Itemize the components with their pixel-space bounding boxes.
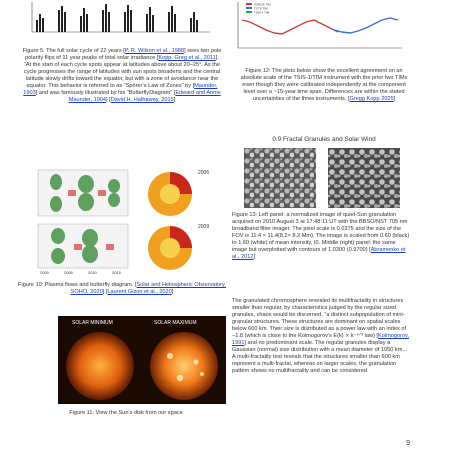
sunspot-area-plot [22, 0, 212, 36]
ref-soho[interactable]: Solar and Heliospheric Observatory, SOHO, 2020 [70, 282, 226, 295]
tick-2005: 2005 [64, 270, 73, 275]
ref-maunder-1904[interactable]: Edward and Annie Maunder, 1904 [68, 90, 221, 103]
ref-abramenko[interactable]: Abramenko et al., 2012 [232, 247, 406, 260]
granulation-image-left [244, 148, 316, 208]
chromosphere-paragraph: The granulated chromosphere revealed its multifractality in structures smaller than regular, by characteristics judged by the regular sized granules, chaos would be discerned, “a distinct subpopulation of mini-granular structures. These structures are dominant on spatial scales below 600 km. Their size is distributed as a power law with an index of −1.8 (which is close to the Kolmogorov’s E(k) ∝ k⁻⁵ᐟ³ law) [Kolmogorov, 1991] and no predominant scale. The regular granules display a Gaussian (normal) size distribution with a mean diameter of 1050 km... A multi-fractality test reveals that the structures smaller than 600 km represent a multi-fractal, whereas on larger scales, the granulation pattern shows no multifractality and can be considered [232, 298, 409, 374]
butterfly-svg [28, 162, 224, 280]
ref-kopp-2011[interactable]: Kopp, Greg et al., 2011 [158, 55, 216, 61]
year-label-2009: 2009 [198, 224, 210, 230]
ref-maunder-1903[interactable]: Maunder, 1903 [23, 83, 218, 96]
ref-hathaway[interactable]: David H. Hathaway, 2015 [110, 97, 174, 103]
tick-2000: 2000 [40, 270, 49, 275]
ref-kopp-2025[interactable]: Gregg Kopp 2025 [349, 96, 394, 102]
ref-wilson[interactable]: P. R. Wilson et al., 1988 [124, 48, 185, 54]
figure12-plot [226, 0, 406, 56]
butterfly-figure [28, 162, 224, 280]
granulation-left-svg [244, 148, 316, 208]
tsi-comparison-plot [226, 0, 406, 56]
label-solar-minimum: SOLAR MINIMUM [72, 320, 113, 326]
page-number: 9 [406, 440, 410, 447]
section-title-granules: 0.9 Fractal Granules and Solar Wind [272, 136, 376, 143]
tick-2010: 2010 [88, 270, 97, 275]
label-solar-maximum: SOLAR MAXIMUM [154, 320, 197, 326]
figure13-caption: Figure 13: Left panel: a normalized image of quiet-Sun granulation acquired on 2010 August 3 at 17:48:11 UT with the BBSO/NST 705 nm broadband filter imager. The pixel scale is 0.0375 and the size of the FOV is 11.4 × 11.4(8.2× 8.2 Mm). The image is scaled from 0.60 (black) to 1.60 (white) of mean intensity, I0. Middle (right) panel: the same image but overplotted with contours of 1.0300 (0.9700) [Abramenko et al., 2012] [232, 212, 410, 260]
figure12-caption: Figure 12: The plots below show the excellent agreement on an absolute scale of the TSIS-1/TIM instrument with the prior two TIMs even though they were calibrated independently at the component level over a ~15-year time span. Differences are within the stated uncertainties of the three instruments. [Gregg Kopp 2025] [240, 68, 408, 102]
ref-gizon[interactable]: Laurent Gizon et al., 2020 [107, 289, 172, 295]
figure10-caption: Figure 10: Plasma flows and butterfly diagram. [Solar and Heliospheric Observatory, SOHO, 2020] [Laurent Gizon et al., 2020] [18, 282, 226, 295]
figure5-caption: Figure 5: The full solar cycle of 22 years [P. R. Wilson et al., 1988] sees two pole polarity flips of 11 year peaks of total solar irradiance [Kopp, Greg et al., 2011]. “At the start of each cycle spots appear at latitudes above about 20–25°. As the cycle progresses the range of latitudes with sun spots broadens and the central latitude slowly drifts toward the equator, but with a zone of avoidance near the equator. This behavior is referred to as “Spörer’s Law of Zones” by [Maunder, 1903] and was famously illustrated by his “ButterflyDiagram” [Edward and Annie Maunder, 1904] [David H. Hathaway, 2015] [22, 48, 222, 103]
granulation-right-svg [328, 148, 400, 208]
year-label-2006: 2006 [198, 170, 210, 176]
legend-tsis: TSIS-1 TIM [254, 10, 270, 15]
ref-kolmogorov[interactable]: Kolmogorov, 1991 [232, 333, 409, 346]
figure11-caption: Figure 11: View the Sun’s disk from our space [69, 410, 183, 416]
figure11-image [58, 316, 226, 404]
granulation-image-right [328, 148, 400, 208]
legend-tcte: TCTE TIM [254, 6, 268, 11]
figure5-plot [22, 0, 212, 36]
tick-2015: 2015 [112, 270, 121, 275]
solar-min-max-svg [58, 316, 226, 404]
figure5-prefix: Figure 5: [22, 48, 45, 54]
legend-sorce: SORCE TIM [254, 2, 271, 7]
